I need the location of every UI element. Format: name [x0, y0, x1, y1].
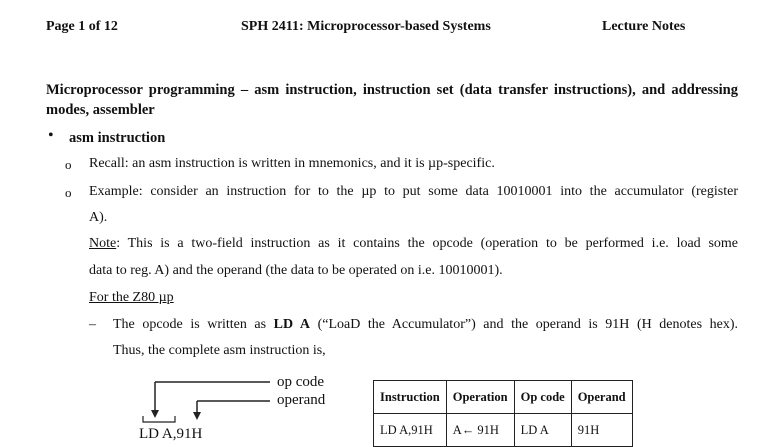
column-header: Operand	[571, 381, 632, 414]
table-cell: 91H	[571, 414, 632, 447]
table-cell: LD A	[514, 414, 571, 447]
thus-line: Thus, the complete asm instruction is,	[113, 343, 326, 358]
opcode-text-post: (“LoaD the Accumulator”) and the operand is 91H (H denotes hex).	[310, 317, 738, 332]
bullet-marker: •	[48, 127, 54, 144]
column-header: Operation	[446, 381, 514, 414]
instruction-table	[373, 380, 633, 447]
instruction-label: LD A,91H	[139, 426, 203, 442]
opcode-mnemonic: LD A	[273, 317, 311, 332]
z80-heading: For the Z80 µp	[89, 290, 174, 305]
operand-label: operand	[277, 392, 326, 408]
section-title: Microprocessor programming – asm instruction, instruction set (data transfer instructions), and addressing modes, assembler	[46, 82, 738, 118]
bullet-heading: asm instruction	[69, 130, 166, 146]
opcode-bracket	[143, 416, 175, 422]
note-line-2: data to reg. A) and the operand (the data to be operated on i.e. 10010001).	[89, 263, 503, 278]
column-header: Op code	[514, 381, 571, 414]
column-header: Instruction	[374, 381, 447, 414]
operand-arrowhead	[193, 412, 201, 420]
opcode-text-pre: The opcode is written as	[113, 317, 274, 332]
example-line-1: Example: consider an instruction for to the µp to put some data 10010001 into the accumulator (register	[89, 184, 738, 199]
example-line-2: A).	[89, 210, 108, 225]
note-label: Note	[89, 236, 117, 251]
recall-text: Recall: an asm instruction is written in mnemonics, and it is µp-specific.	[89, 156, 495, 171]
opcode-arrowhead	[151, 410, 159, 418]
dash-marker: –	[89, 317, 96, 332]
course-title: SPH 2411: Microprocessor-based Systems	[241, 19, 491, 34]
opcode-line	[113, 317, 738, 333]
note-line-1	[89, 236, 738, 252]
table-cell: LD A,91H	[374, 414, 447, 447]
table-header-row	[374, 381, 633, 414]
note-text: : This is a two-field instruction as it contains the opcode (operation to be performed i.e. load some	[116, 236, 738, 251]
sub-bullet-marker: o	[65, 185, 72, 200]
table-cell: A← 91H	[446, 414, 514, 447]
opcode-label: op code	[277, 374, 325, 390]
document-type: Lecture Notes	[602, 19, 686, 34]
page-number: Page 1 of 12	[46, 19, 118, 34]
instruction-diagram	[135, 372, 355, 441]
sub-bullet-marker: o	[65, 157, 72, 172]
table-row	[374, 414, 633, 447]
